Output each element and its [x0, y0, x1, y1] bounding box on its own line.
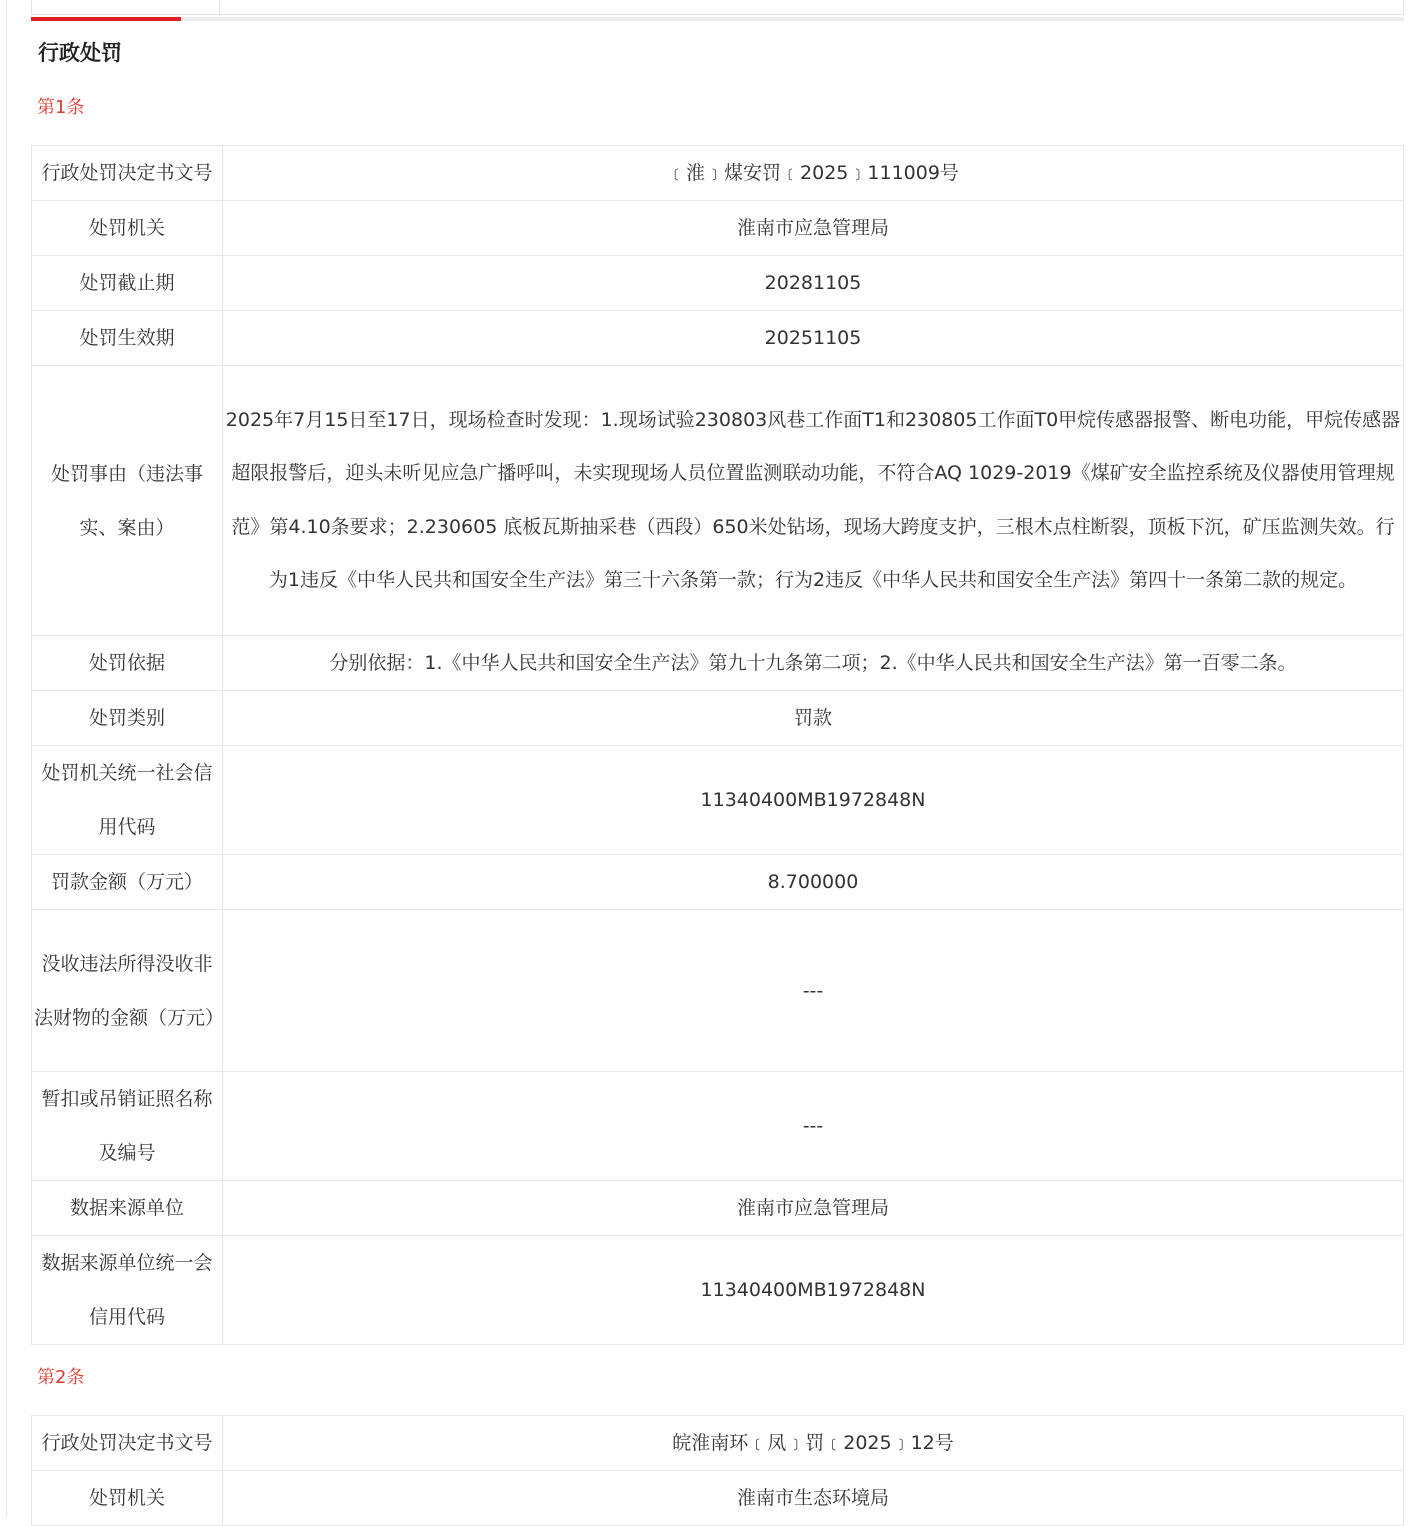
authority-value: 淮南市应急管理局: [223, 201, 1404, 256]
authority-label: 处罚机关: [32, 1471, 223, 1526]
source-code-label: 数据来源单位统一会信用代码: [32, 1236, 223, 1345]
source-label: 数据来源单位: [32, 1181, 223, 1236]
active-tab-indicator[interactable]: [31, 17, 181, 21]
table-row: [32, 636, 1404, 691]
table-row: [32, 311, 1404, 366]
fine-label: 罚款金额（万元）: [32, 855, 223, 910]
basis-value: 分别依据：1.《中华人民共和国安全生产法》第九十九条第二项；2.《中华人民共和国安全生产法》第一百零二条。: [223, 636, 1404, 691]
fine-value: 8.700000: [223, 855, 1404, 910]
previous-table-edge: [31, 0, 1404, 15]
table-row: [32, 1416, 1404, 1471]
category-label: 处罚类别: [32, 691, 223, 746]
category-value: 罚款: [223, 691, 1404, 746]
deadline-label: 处罚截止期: [32, 256, 223, 311]
record-2-label: 第2条: [37, 1367, 85, 1388]
effective-value: 20251105: [223, 311, 1404, 366]
table-row: [32, 1072, 1404, 1181]
doc-no-value: 皖淮南环﹝凤﹞罚﹝2025﹞12号: [223, 1416, 1404, 1471]
record-1-table: [31, 145, 1404, 1345]
reason-label: 处罚事由（违法事实、案由）: [32, 366, 223, 636]
authority-label: 处罚机关: [32, 201, 223, 256]
license-label: 暂扣或吊销证照名称及编号: [32, 1072, 223, 1181]
table-row: [32, 366, 1404, 636]
effective-label: 处罚生效期: [32, 311, 223, 366]
table-row: [32, 691, 1404, 746]
column-divider: [219, 0, 220, 15]
section-tab-bar: [31, 17, 1404, 21]
table-row: [32, 910, 1404, 1072]
table-row: [32, 256, 1404, 311]
table-row: [32, 201, 1404, 256]
table-row: [32, 1471, 1404, 1526]
confiscation-label: 没收违法所得没收非法财物的金额（万元）: [32, 910, 223, 1072]
section-title: 行政处罚: [38, 41, 122, 65]
authority-code-value: 11340400MB1972848N: [223, 746, 1404, 855]
authority-value: 淮南市生态环境局: [223, 1471, 1404, 1526]
basis-label: 处罚依据: [32, 636, 223, 691]
table-row: [32, 146, 1404, 201]
source-value: 淮南市应急管理局: [223, 1181, 1404, 1236]
license-value: ---: [223, 1072, 1404, 1181]
doc-no-label: 行政处罚决定书文号: [32, 146, 223, 201]
table-row: [32, 746, 1404, 855]
table-row: [32, 1181, 1404, 1236]
record-1-label: 第1条: [37, 97, 85, 118]
record-2-table: [31, 1415, 1404, 1526]
confiscation-value: ---: [223, 910, 1404, 1072]
doc-no-value: ﹝淮﹞煤安罚﹝2025﹞111009号: [223, 146, 1404, 201]
doc-no-label: 行政处罚决定书文号: [32, 1416, 223, 1471]
reason-value: 2025年7月15日至17日，现场检查时发现：1.现场试验230803风巷工作面T1和230805工作面T0甲烷传感器报警、断电功能，甲烷传感器超限报警后，迎头未听见应急广播呼叫，未实现现场人员位置监测联动功能，不符合AQ 1029-2019《煤矿安全监控系统及仪器使用管理规范》第4.10条要求；2.230605 底板瓦斯抽采巷（西段）650米处钻场，现场大跨度支护，三根木点柱断裂，顶板下沉，矿压监测失效。行为1违反《中华人民共和国安全生产法》第三十六条第一款；行为2违反《中华人民共和国安全生产法》第四十一条第二款的规定。: [223, 366, 1404, 636]
deadline-value: 20281105: [223, 256, 1404, 311]
authority-code-label: 处罚机关统一社会信用代码: [32, 746, 223, 855]
table-row: [32, 1236, 1404, 1345]
table-row: [32, 855, 1404, 910]
source-code-value: 11340400MB1972848N: [223, 1236, 1404, 1345]
